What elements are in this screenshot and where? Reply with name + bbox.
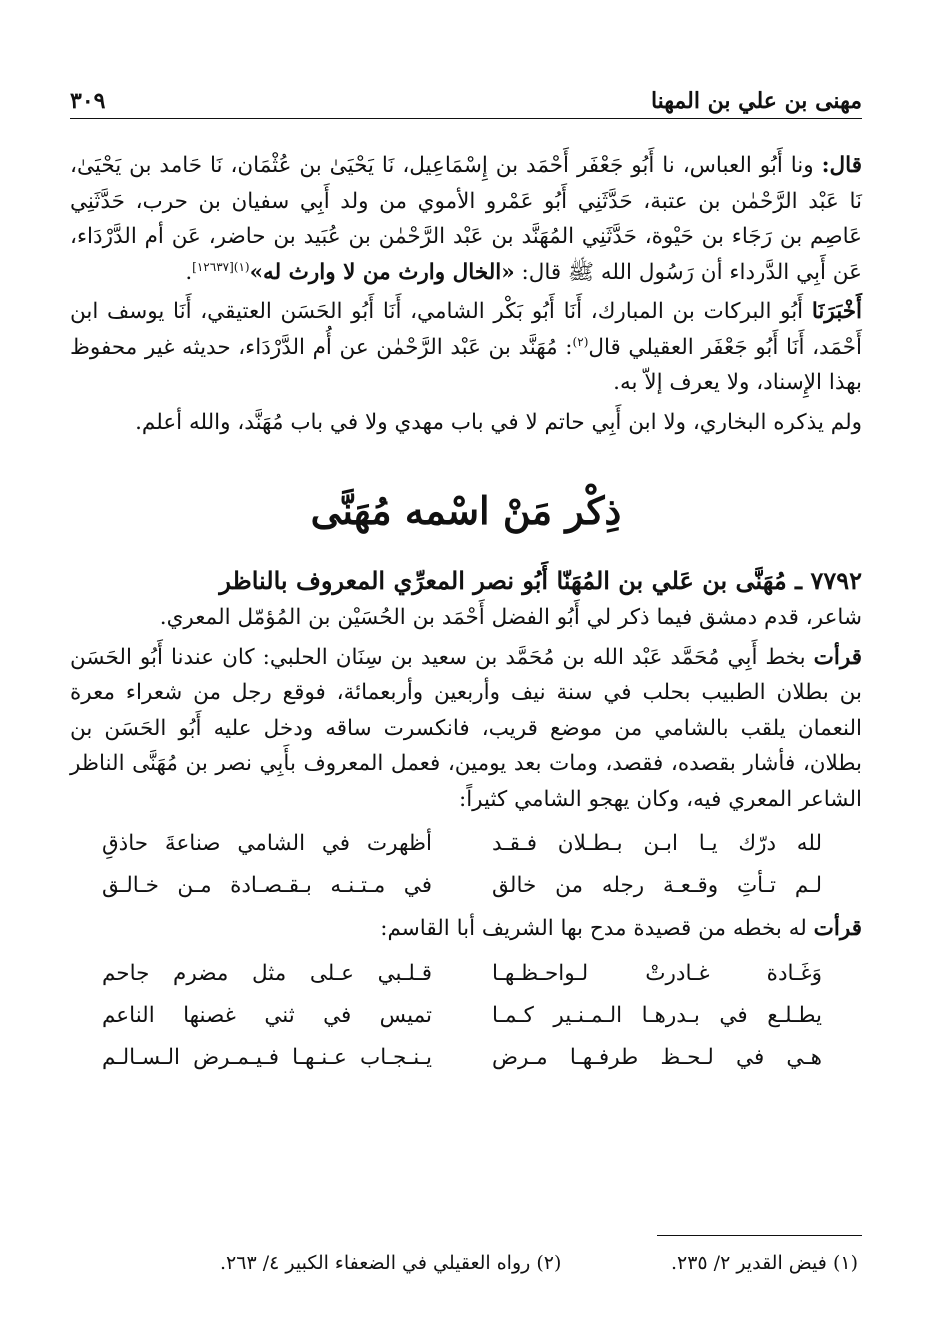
page-number: ٣٠٩ [70, 88, 106, 114]
footnote-1-number: (١) [832, 1252, 858, 1274]
verse-hemistich-second: يـنـجـاب عـنـهـا فـيـمـرض الـسـالـم [102, 1044, 432, 1070]
body-text [70, 148, 862, 1083]
paragraph-2-text-2: : مُهَنَّد بن عَبْد الرَّحْمٰن عن أُم الدَّرْدَاء، حديثه غير محفوظ بهذا الإِسناد، ولا يعرف إلاّ به. [70, 334, 862, 395]
paragraph-1-text: ونا أَبُو العباس، نا أَبُو جَعْفَر أَحْمَد بن إِسْمَاعِيل، نَا يَحْيَىٰ بن عُثْمَان، نَا حَامد بن يَحْيَىٰ، نَا عَبْد الرَّحْمٰن بن عتبة، حَدَّثَنِي أَبُو عَمْرو الأموي من ولد أَبِي سفيان بن حرب، حَدَّثَنِي عَاصِم بن رَجَاء بن حَيْوة، حَدَّثَنِي المُهَنَّد بن عَبْد الرَّحْمٰن بن عُبَيد بن حاضر، عَن أم الدَّرْدَاء، عَن أَبِي الدَّرداء أن رَسُول الله ﷺ قال: [70, 153, 862, 285]
paragraph-3: ولم يذكره البخاري، ولا ابن أَبِي حاتم لا في باب مهدي ولا في باب مُهَنَّد، والله أعلم. [135, 409, 862, 435]
verse-line [70, 953, 862, 995]
verse-line [70, 1037, 862, 1079]
verse-hemistich-second: قـلـبي عـلى مثل مضرم جاحم [102, 960, 432, 986]
paragraph-1 [70, 148, 862, 290]
verse-hemistich-second: تميس في ثني غصنها الناعم [102, 1002, 432, 1028]
footnote-2-text: رواه العقيلي في الضعفاء الكبير ٤/ ٢٦٣. [220, 1252, 531, 1274]
footnote-1 [671, 1250, 858, 1276]
footnotes [70, 1250, 862, 1276]
paragraph-1-end: . [185, 259, 193, 285]
footnote-2-number: (٢) [536, 1252, 562, 1274]
running-header [70, 82, 862, 114]
header-rule [70, 118, 862, 119]
verse-hemistich-first: لله درّك يـا ابـن بـطـلان فـقـد [492, 831, 822, 856]
paragraph-5-text: بخط أَبِي مُحَمَّد عَبْد الله بن مُحَمَّد بن سعيد بن سِنَان الحلبي: كان عندنا أَبُو الحَسَن بن بطلان الطبيب بحلب في سنة نيف وأربعين وأربعمائة، فوقع رجل من شعراء معرة النعمان يلقب بالشامي من موضع قريب، فانكسرت ساقه ودخل عليه أَبُو الحَسَن بن بطلان، فأشار بقصده، فقصد، ومات بعد يومين، فعمل المعروف بأَبِي نصر بن مُهَنَّى الناظر الشاعر المعري فيه، وكان يهجو الشامي كثيراً: [70, 644, 862, 812]
paragraph-5-lead: قرأت [813, 644, 862, 670]
paragraph-6-lead: قرأت [813, 916, 862, 941]
paragraph-4: شاعر، قدم دمشق فيما ذكر لي أَبُو الفضل أَحْمَد بن الحُسَيْن بن المُؤمّل المعري. [159, 605, 862, 630]
verse-line [70, 823, 862, 865]
verse-hemistich-first: وَغَـادة غـادرتْ لـواحـظـهـا [492, 960, 822, 986]
verse-hemistich-first: لـم تـأتِ وقـعـة رجله من خالق [492, 873, 822, 898]
footnote-rule [657, 1235, 862, 1236]
poem-1 [70, 823, 862, 907]
footnote-1-text: فيض القدير ٢/ ٢٣٥. [670, 1252, 827, 1274]
verse-hemistich-first: يطـلـع في بـدرهـا الـمـنـير كـمـا [492, 1002, 822, 1028]
footnote-marker-2: (٢) [572, 334, 589, 349]
entry-title: ٧٧٩٢ ـ مُهَنَّى بن عَلي بن المُهَنّا أَبُو نصر المعرِّي المعروف بالناظر [219, 566, 862, 595]
paragraph-6-text: له بخطه من قصيدة مدح بها الشريف أبا القاسم: [380, 916, 814, 941]
paragraph-6 [70, 911, 862, 947]
verse-hemistich-second: أظهرت في الشامي صناعةَ حاذقِ [102, 831, 432, 856]
verse-line [70, 865, 862, 907]
poem-2 [70, 953, 862, 1079]
section-title: ذِكْر مَنْ اسْمه مُهَنَّى [310, 488, 622, 533]
paragraph-5 [70, 640, 862, 818]
paragraph-1-lead: قال: [821, 153, 862, 178]
verse-hemistich-first: هـي في لـحـظ طرفـهـا مـرض [492, 1044, 822, 1070]
running-title: مهنى بن علي بن المهنا [650, 88, 862, 114]
hadith-quote: «الخال وارث من لا وارث له» [249, 259, 515, 285]
verse-hemistich-second: في مـتـنـه بـقـصـادة مـن خـالـق [102, 873, 432, 898]
verse-line [70, 995, 862, 1037]
paragraph-2-lead: أَخْبَرَنَا [811, 299, 862, 324]
footnote-marker-1: (١)[١٢٦٣٧] [192, 259, 250, 274]
paragraph-2 [70, 294, 862, 401]
footnote-2 [220, 1250, 561, 1276]
paragraph-2-text: أَبُو البركات بن المبارك، أَنَا أَبُو بَكْر الشامي، أَنَا أَبُو الحَسَن العتيقي، أَنَا يوسف ابن أَحْمَد، أَنَا أَبُو جَعْفَر العقيلي قال [70, 299, 862, 360]
